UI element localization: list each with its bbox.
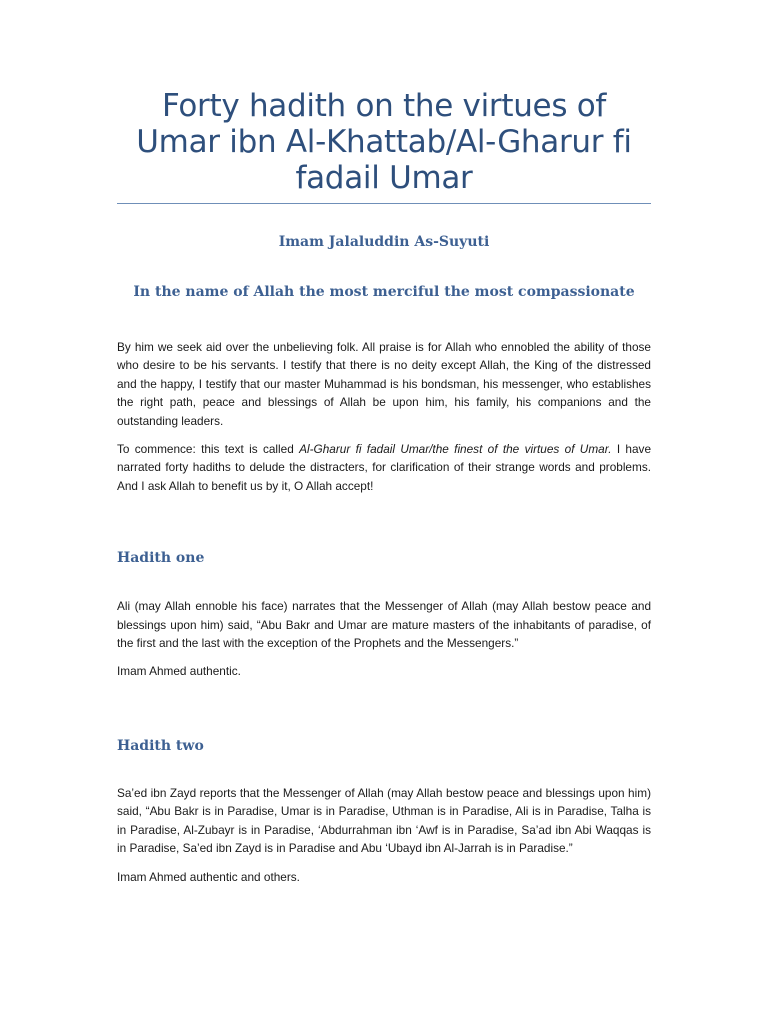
- commence-rest: I have narrated forty hadiths to delude the distracters, for clarification of their strange words and problems. And I ask Allah to benefit us by it, O Allah accept!: [117, 442, 652, 493]
- hadith-one-text: Ali (may Allah ennoble his face) narrates that the Messenger of Allah (may Allah bestow peace and blessings upon him) said, “Abu Bakr and Umar are mature masters of the inhabitants of paradise, of the first and the last with the exception of the Prophets and the Messengers.”: [117, 599, 651, 651]
- commence-paragraph: [117, 440, 651, 495]
- hadith-one-heading: Hadith one: [117, 550, 205, 567]
- hadith-two-text: Sa’ed ibn Zayd reports that the Messenger of Allah (may Allah bestow peace and blessings upon him) said, “Abu Bakr is in Paradise, Umar is in Paradise, Uthman is in Paradise, Ali is in Paradise, Talha is in Paradise, Al-Zubayr is in Paradise, ‘Abdurrahman ibn ‘Awf is in Paradise, Sa’ad ibn Abi Waqqas is in Paradise, Sa’ed ibn Zayd is in Paradise and Abu ‘Ubayd ibn Al-Jarrah is in Paradise.”: [117, 785, 651, 856]
- hadith-two-source: Imam Ahmed authentic and others.: [117, 869, 300, 884]
- document-title: Forty hadith on the virtues of Umar ibn Al-Khattab/Al-Gharur fi fadail Umar: [136, 88, 632, 196]
- hadith-one-source: Imam Ahmed authentic.: [117, 664, 241, 679]
- title-underline: [117, 203, 651, 204]
- intro-paragraph: By him we seek aid over the unbelieving folk. All praise is for Allah who ennobled the ability of those who desire to be his servants. I testify that there is no deity except Allah, the King of the distressed and the happy, I testify that our master Muhammad is his bondsman, his messenger, who establishes the right path, peace and blessings of Allah be upon him, his family, his companions and the outstanding leaders.: [117, 340, 651, 428]
- commence-italic-title: Al-Gharur fi fadail Umar/the finest of the virtues of Umar.: [299, 442, 612, 457]
- invocation-line: In the name of Allah the most merciful the most compassionate: [133, 284, 635, 300]
- hadith-two-heading: Hadith two: [117, 737, 204, 754]
- author-line: Imam Jalaluddin As-Suyuti: [278, 234, 490, 250]
- commence-lead: To commence: this text is called: [117, 442, 300, 457]
